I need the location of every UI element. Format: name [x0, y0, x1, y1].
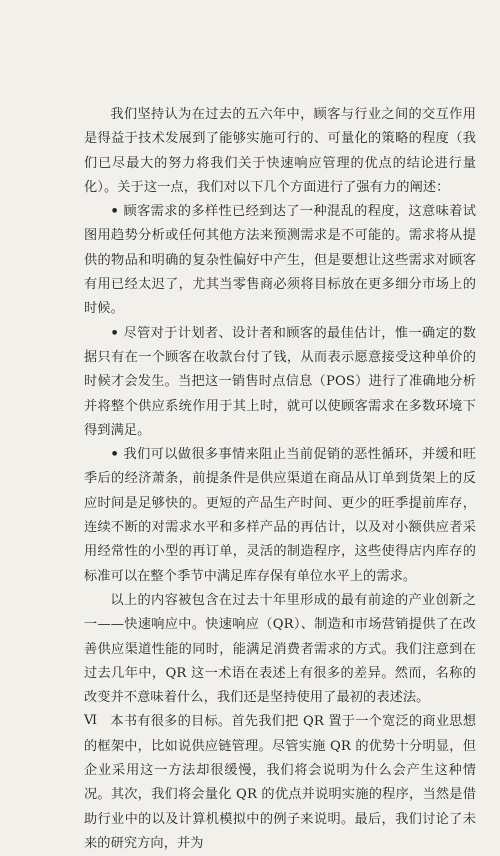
bullet-text: 顾客需求的多样性已经到达了一种混乱的程度，这意味着试图用趋势分析或任何其他方法来预测需求是不可能的。需求将从提供的物品和明确的复杂性偏好中产生，但是要想让这些需求对顾客有用已经太迟了，尤其当零售商必须将目标放在更多细分市场上的时候。 — [84, 204, 476, 317]
bullet-icon: • — [110, 447, 119, 463]
page-number: Ⅵ — [84, 713, 99, 728]
bullet-icon: • — [110, 325, 119, 341]
paragraph-intro: 我们坚持认为在过去的五六年中，顾客与行业之间的交互作用是得益于技术发展到了能够实施可行的、可量化的策略的程度（我们已尽最大的努力将我们关于快速响应管理的优点的结论进行量化）。关于这一点，我们对以下几个方面进行了强有力的阐述： — [84, 107, 476, 195]
bullet-item-promotion-cycle — [84, 443, 476, 589]
bullet-text: 我们可以做很多事情来阻止当前促销的恶性循环，并缓和旺季后的经济萧条，前提条件是供应渠道在商品从订单到货架上的反应时间是足够快的。更短的产品生产时间、更少的旺季提前库存，连续不断的对需求水平和多样产品的再估计，以及对小额供应者采用经常性的小型的再订单，灵活的制造程序，这些使得店内库存的标准可以在整个季节中满足库存保有单位水平上的需求。 — [84, 447, 476, 584]
body-text — [84, 103, 476, 856]
bullet-text: 尽管对于计划者、设计者和顾客的最佳估计，惟一确定的数据只有在一个顾客在收款台付了钱，从而表示愿意接受这种单价的时候才会发生。当把这一销售时点信息（POS）进行了准确地分析并将整个供应系统作用于其上时，就可以使顾客需求在多数环境下得到满足。 — [84, 325, 476, 438]
paragraph-book-goals: 本书有很多的目标。首先我们把 QR 置于一个宽泛的商业思想的框架中，比如说供应链管理。尽管实施 QR 的优势十分明显，但企业采用这一方法却很缓慢，我们将会说明为什么会产生这种情况。其次，我们将会量化 QR 的优点并说明实施的程序，当然是借助行业中的以及计算机模拟中的例子来说明。最后，我们讨论了未来的研究方向，并为 — [84, 714, 476, 851]
paragraph-quick-response: 以上的内容被包含在过去十年里形成的最有前途的产业创新之一——快速响应中。快速响应（QR）、制造和市场营销提供了在改善供应渠道性能的同时，能满足消费者需求的方式。我们注意到在过去几年中，QR 这一术语在表述上有很多的差异。然而，名称的改变并不意味着什么，我们还是坚持使用了最初的表述法。 — [84, 592, 476, 706]
bullet-item-demand-diversity — [84, 200, 476, 321]
bullet-item-pos-data — [84, 322, 476, 443]
bullet-icon: • — [110, 204, 119, 220]
